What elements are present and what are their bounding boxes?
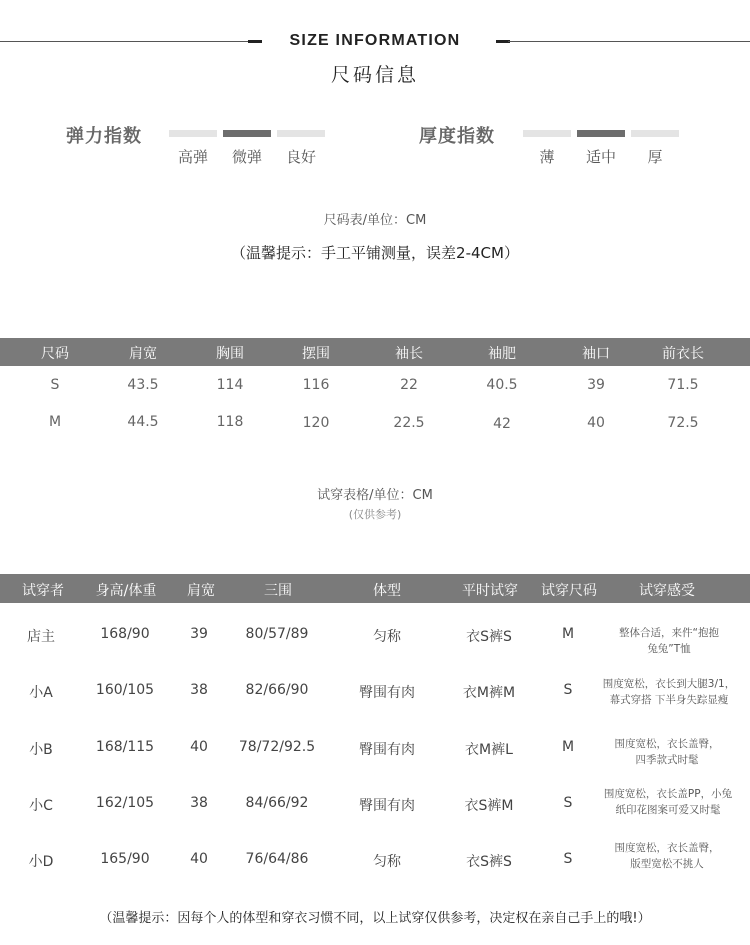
feeling-line: 幕式穿搭 下半身失踪显瘦 xyxy=(609,694,729,706)
feeling-line: 兔兔”T恤 xyxy=(647,643,691,655)
elasticity-title: 弹力指数 xyxy=(66,126,142,147)
size-cell: 40 xyxy=(587,415,605,431)
try-cell-measurements: 76/64/86 xyxy=(245,851,309,867)
page-title-en: SIZE INFORMATION xyxy=(289,32,461,49)
footnote: （温馨提示：因每个人的体型和穿衣习惯不同，以上试穿仅供参考，决定权在亲自己手上的哦!） xyxy=(99,911,651,926)
try-cell-try-size: S xyxy=(563,795,573,811)
try-on-table-header xyxy=(0,574,750,603)
try-cell-body-type: 匀称 xyxy=(373,629,401,645)
try-cell-usual-size: 衣S裤M xyxy=(464,798,514,814)
try-cell-usual-size: 衣S裤S xyxy=(466,629,512,645)
try-cell-shoulder: 38 xyxy=(190,795,208,811)
try-cell-height-weight: 165/90 xyxy=(100,851,150,867)
try-cell-measurements: 78/72/92.5 xyxy=(238,739,316,755)
size-header-size: 尺码 xyxy=(41,346,69,362)
try-cell-body-type: 臀围有肉 xyxy=(359,742,415,758)
try-cell-try-size: M xyxy=(561,626,575,642)
thickness-label-thick: 厚 xyxy=(647,148,663,166)
try-cell-try-size: M xyxy=(561,739,575,755)
feeling-line: 围度宽松，衣长盖PP，小兔 xyxy=(603,788,733,800)
size-cell: 40.5 xyxy=(486,377,518,393)
elasticity-label-high: 高弹 xyxy=(177,148,208,166)
size-table-header xyxy=(0,338,750,366)
try-cell-height-weight: 168/90 xyxy=(100,626,150,642)
feeling-line: 纸印花图案可爱又时髦 xyxy=(615,804,721,816)
elasticity-bar-high xyxy=(169,130,217,137)
try-header-height-weight: 身高/体重 xyxy=(95,583,157,599)
size-header-front-length: 前衣长 xyxy=(662,346,704,362)
elasticity-bar-good xyxy=(277,130,325,137)
size-header-hem: 摆围 xyxy=(302,346,330,362)
size-cell: M xyxy=(48,414,62,430)
thickness-label-thin: 薄 xyxy=(539,148,555,166)
header-line-right xyxy=(508,41,750,42)
size-cell: 39 xyxy=(587,377,605,393)
try-cell-measurements: 84/66/92 xyxy=(245,795,309,811)
size-cell: 114 xyxy=(216,377,244,393)
size-cell: 22 xyxy=(400,377,418,393)
thickness-bar-medium xyxy=(577,130,625,137)
try-cell-feeling xyxy=(587,736,747,768)
feeling-line: 整体合适，来件“抱抱 xyxy=(619,627,719,639)
page-title-cn: 尺码信息 xyxy=(330,64,419,86)
try-cell-measurements: 82/66/90 xyxy=(245,682,309,698)
try-cell-body-type: 臀围有肉 xyxy=(359,798,415,814)
try-cell-who: 小D xyxy=(28,854,54,870)
try-cell-shoulder: 38 xyxy=(190,682,208,698)
size-header-sleeve-length: 袖长 xyxy=(395,346,423,362)
feeling-line: 四季款式时髦 xyxy=(635,754,699,766)
try-cell-height-weight: 160/105 xyxy=(95,682,155,698)
try-on-unit: 试穿表格/单位：CM xyxy=(317,488,433,503)
try-cell-height-weight: 168/115 xyxy=(95,739,155,755)
try-cell-try-size: S xyxy=(563,851,573,867)
try-cell-shoulder: 39 xyxy=(190,626,208,642)
try-cell-height-weight: 162/105 xyxy=(95,795,155,811)
try-header-shoulder: 肩宽 xyxy=(187,583,215,599)
try-cell-who: 小B xyxy=(29,742,53,758)
size-chart-unit: 尺码表/单位：CM xyxy=(323,213,427,228)
size-cell: 44.5 xyxy=(127,414,159,430)
size-header-sleeve-width: 袖肥 xyxy=(488,346,516,362)
elasticity-label-slight: 微弹 xyxy=(231,148,262,166)
try-header-who: 试穿者 xyxy=(22,583,64,599)
try-cell-feeling xyxy=(588,786,748,818)
feeling-line: 围度宽松，衣长到大腿3/1， xyxy=(602,678,736,690)
thickness-bar-thick xyxy=(631,130,679,137)
try-header-try-size: 试穿尺码 xyxy=(541,583,597,599)
feeling-line: 围度宽松，衣长盖臀， xyxy=(614,842,720,854)
size-chart-tip: （温馨提示：手工平铺测量，误差2-4CM） xyxy=(231,244,519,262)
elasticity-bar-slight xyxy=(223,130,271,137)
size-cell: S xyxy=(50,377,60,393)
try-cell-measurements: 80/57/89 xyxy=(245,626,309,642)
size-header-chest: 胸围 xyxy=(216,346,244,362)
size-cell: 118 xyxy=(216,414,244,430)
thickness-label-medium: 适中 xyxy=(585,148,616,166)
try-cell-who: 小A xyxy=(29,685,53,701)
try-cell-feeling xyxy=(587,840,747,872)
size-cell: 72.5 xyxy=(667,415,699,431)
thickness-bar-thin xyxy=(523,130,571,137)
try-cell-feeling xyxy=(589,625,749,657)
try-header-usual-size: 平时试穿 xyxy=(462,583,518,599)
try-cell-body-type: 臀围有肉 xyxy=(359,685,415,701)
try-cell-usual-size: 衣M裤M xyxy=(462,685,516,701)
feeling-line: 版型宽松不挑人 xyxy=(630,858,704,870)
try-header-measurements: 三围 xyxy=(264,583,292,599)
size-header-shoulder: 肩宽 xyxy=(129,346,157,362)
try-cell-who: 小C xyxy=(29,798,53,814)
try-cell-shoulder: 40 xyxy=(190,739,208,755)
thickness-title: 厚度指数 xyxy=(419,126,495,147)
size-cell: 120 xyxy=(302,415,330,431)
size-cell: 43.5 xyxy=(127,377,159,393)
try-cell-body-type: 匀称 xyxy=(373,854,401,870)
try-header-feeling: 试穿感受 xyxy=(639,583,695,599)
try-cell-usual-size: 衣S裤S xyxy=(466,854,512,870)
size-cell: 71.5 xyxy=(667,377,699,393)
try-cell-feeling xyxy=(589,676,749,708)
size-cell: 116 xyxy=(302,377,330,393)
size-cell: 42 xyxy=(493,416,511,432)
try-cell-try-size: S xyxy=(563,682,573,698)
try-cell-shoulder: 40 xyxy=(190,851,208,867)
try-header-body-type: 体型 xyxy=(373,583,401,599)
try-on-sub-label: (仅供参考) xyxy=(348,508,402,521)
size-header-cuff: 袖口 xyxy=(582,346,610,362)
try-cell-usual-size: 衣M裤L xyxy=(465,742,513,758)
size-cell: 22.5 xyxy=(393,415,425,431)
elasticity-label-good: 良好 xyxy=(285,148,316,166)
feeling-line: 围度宽松，衣长盖臀， xyxy=(614,738,720,750)
try-cell-who: 店主 xyxy=(27,629,55,645)
